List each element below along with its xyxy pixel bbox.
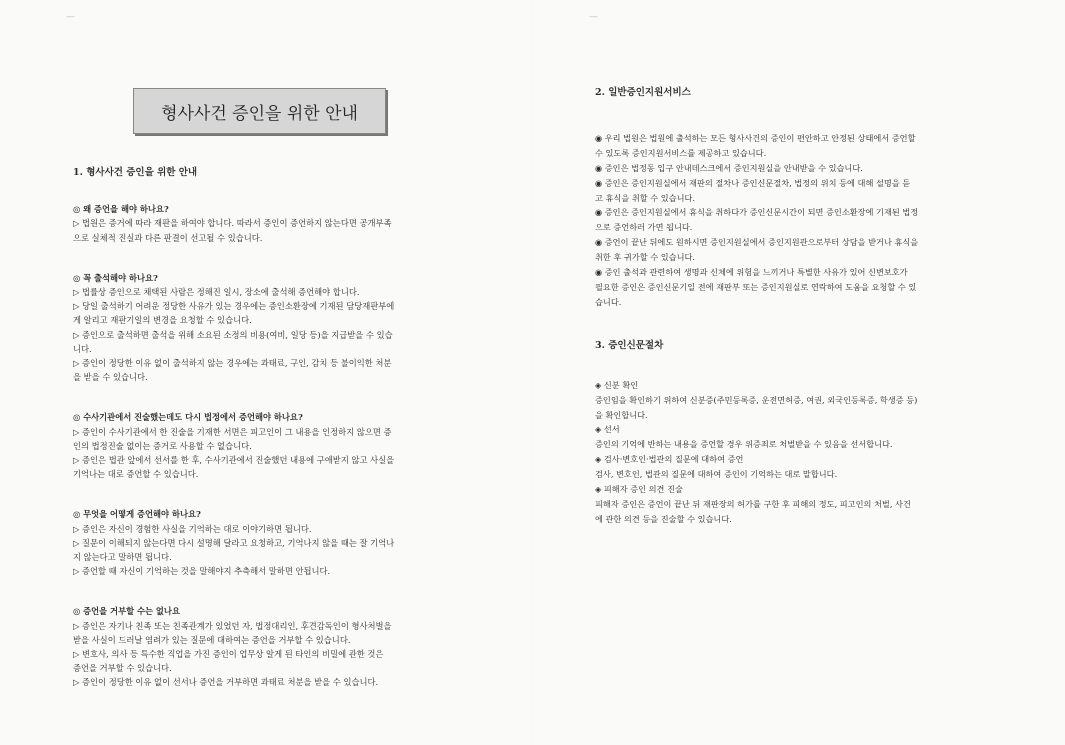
answer-refuse-testimony (73, 619, 471, 690)
list-item (595, 265, 1015, 310)
text-line: ▷ 당일 출석하기 어려운 정당한 사유가 있는 경우에는 증인소환장에 기재된 담당재판부에 (73, 301, 395, 312)
text-line: ◉ 증인은 증인지원실에서 휴식을 취하다가 증인신문시간이 되면 증인소환장에 기재된 법정 (595, 207, 919, 218)
text-line: 받을 사실이 드러날 염려가 있는 질문에 대하여는 증언을 거부할 수 있습니다. (73, 634, 351, 645)
text-line: 인의 법정진술 없이는 증거로 사용할 수 없습니다. (73, 440, 252, 451)
text-line: ▷ 증인이 정당한 이유 없이 출석하지 않는 경우에는 과태료, 구인, 감치 등 불이익한 처분 (73, 358, 392, 369)
procedure-title-questions: ◈ 검사·변호인·법관의 질문에 대하여 증언 (595, 454, 744, 465)
text-line: 니다. (73, 343, 92, 354)
text-line: 피해자 증인은 증언이 끝난 뒤 재판장의 허가를 구한 후 피해의 정도, 피고인의 처벌, 사건 (595, 498, 911, 509)
question-testify-again: ◎ 수사기관에서 진술했는데도 다시 법정에서 증언해야 하나요? (73, 412, 303, 423)
text-line: ◉ 우리 법원은 법원에 출석하는 모든 형사사건의 증인이 편안하고 안정된 상태에서 증언할 (595, 132, 916, 143)
text-line: ▷ 질문이 이해되지 않는다면 다시 설명해 달라고 요청하고, 기억나지 않을 때는 잘 기억나 (73, 537, 395, 548)
text-line: ▷ 증인은 자신이 경험한 사실을 기억하는 대로 이야기하면 됩니다. (73, 523, 312, 534)
answer-how-testify (73, 522, 471, 579)
list-item (595, 161, 1015, 176)
text-line: 취한 후 귀가할 수 있습니다. (595, 252, 696, 263)
text-line: 증언을 거부할 수 있습니다. (73, 663, 172, 674)
text-line: ▷ 변호사, 의사 등 특수한 직업을 가진 증인이 업무상 알게 된 타인의 비밀에 관한 것은 (73, 649, 384, 660)
section3-heading: 3. 증인신문절차 (595, 339, 664, 351)
text-line: 증인임을 확인하기 위하여 신분증(주민등록증, 운전면허증, 여권, 외국인등록증, 학생증 등) (595, 394, 918, 405)
answer-why-testify (73, 216, 471, 244)
text-line: ▷ 증인으로 출석하면 출석을 위해 소요된 소정의 비용(여비, 일당 등)을 지급받을 수 있습 (73, 329, 393, 340)
text-line: ▷ 증언할 때 자신이 기억하는 것을 말해야지 추측해서 말하면 안됩니다. (73, 566, 331, 577)
question-must-attend: ◎ 꼭 출석해야 하나요? (73, 272, 158, 283)
text-line: 기억나는 대로 증언할 수 있습니다. (73, 469, 199, 480)
answer-testify-again (73, 425, 471, 482)
text-line: ◉ 증인은 법정동 입구 안내데스크에서 증인지원실을 안내받을 수 있습니다. (595, 162, 863, 173)
section1-heading: 1. 형사사건 증인을 위한 안내 (73, 167, 198, 178)
text-line: 을 확인합니다. (595, 409, 648, 420)
text-line: ◉ 증인 출석과 관련하여 생명과 신체에 위험을 느끼거나 특별한 사유가 있어 신변보호가 (595, 267, 908, 278)
text-line: 수 있도록 증인지원서비스를 제공하고 있습니다. (595, 147, 767, 158)
list-item (595, 235, 1015, 265)
text-line: ▷ 증인은 자기나 친족 또는 친족관계가 있었던 자, 법정대리인, 후견감독인이 형사처벌을 (73, 620, 392, 631)
text-line: 검사, 변호인, 법관의 질문에 대하여 증인이 기억하는 대로 말합니다. (595, 469, 838, 480)
text-line: 게 알리고 재판기일의 변경을 요청할 수 있습니다. (73, 315, 252, 326)
text-line: 으로 증언하러 가면 됩니다. (595, 222, 693, 233)
text-line: 고 휴식을 취할 수 있습니다. (595, 192, 696, 203)
scan-artifact: — (66, 12, 75, 22)
text-line: 습니다. (595, 296, 622, 307)
text-line: 을 받을 수 있습니다. (73, 372, 148, 383)
text-line: ▷ 증인이 수사기관에서 한 진술을 기재한 서면은 피고인이 그 내용을 인정하지 않으면 증 (73, 426, 392, 437)
text-line: 으로 실체적 진실과 다른 판결이 선고될 수 있습니다. (73, 232, 263, 243)
service-list (595, 131, 1015, 310)
list-item (595, 205, 1015, 235)
text-line: 필요한 증인은 증인신문기일 전에 재판부 또는 증인지원실로 연락하여 도움을 요청할 수 있 (595, 281, 917, 292)
text-line: ▷ 증인은 법관 앞에서 선서를 한 후, 수사기관에서 진술했던 내용에 구애받지 않고 사실을 (73, 455, 395, 466)
text-line: 증인의 기억에 반하는 내용을 증언할 경우 위증죄로 처벌받을 수 있음을 선서합니다. (595, 439, 893, 450)
right-column (595, 86, 1015, 527)
list-item (595, 131, 1015, 161)
text-line: 지 않는다고 말하면 됩니다. (73, 552, 172, 563)
procedure-title-oath: ◈ 선서 (595, 424, 620, 435)
section2-heading: 2. 일반증인지원서비스 (595, 87, 691, 98)
answer-must-attend (73, 285, 471, 384)
question-why-testify: ◎ 왜 증언을 해야 하나요? (73, 204, 169, 215)
list-item (595, 176, 1015, 206)
left-page (0, 0, 532, 745)
text-line: ▷ 법원은 증거에 따라 재판을 하여야 합니다. 따라서 증인이 증언하지 않는다면 공개부족 (73, 218, 392, 229)
text-line: ◉ 증언이 끝난 뒤에도 원하시면 증인지원실에서 증인지원관으로부터 상담을 받거나 휴식을 (595, 237, 919, 248)
right-page (533, 0, 1065, 745)
text-line: 에 관한 의견 등을 진술할 수 있습니다. (595, 513, 732, 524)
procedure-title-victim: ◈ 피해자 증인 의견 진술 (595, 484, 683, 495)
scan-artifact: — (589, 12, 598, 22)
procedure-list (595, 378, 1015, 527)
procedure-title-id: ◈ 신분 확인 (595, 379, 639, 390)
question-how-testify: ◎ 무엇을 어떻게 증언해야 하나요? (73, 509, 201, 520)
text-line: ▷ 증인이 정당한 이유 없이 선서나 증언을 거부하면 과태료 처분을 받을 수 있습니다. (73, 677, 379, 688)
left-column (73, 166, 471, 690)
question-refuse-testimony: ◎ 증언을 거부할 수는 없나요 (73, 606, 180, 617)
document-title: 형사사건 증인을 위한 안내 (133, 88, 386, 134)
text-line: ▷ 법률상 증인으로 채택된 사람은 정해진 일시, 장소에 출석해 증언해야 합니다. (73, 287, 360, 298)
text-line: ◉ 증인은 증인지원실에서 재판의 절차나 증인신문절차, 법정의 위치 등에 대해 설명을 듣 (595, 177, 911, 188)
